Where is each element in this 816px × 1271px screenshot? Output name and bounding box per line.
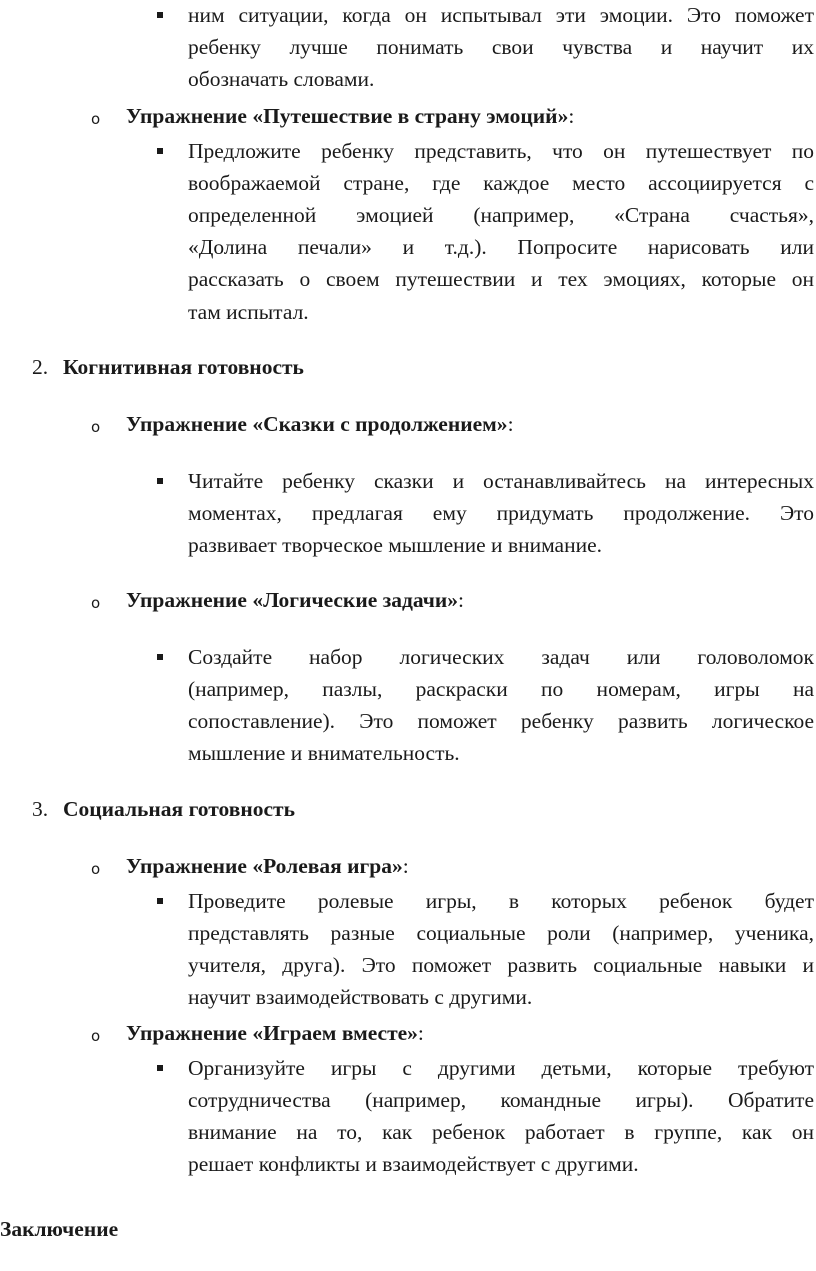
section-heading xyxy=(63,794,295,824)
exercise-colon: : xyxy=(458,588,465,612)
list-bullet-square xyxy=(157,12,163,18)
paragraph-line: воображаемой стране, где каждое место ассоциируется с xyxy=(188,171,814,195)
paragraph-line: внимание на то, как ребенок работает в группе, как он xyxy=(188,1120,814,1144)
paragraph-line: Проведите ролевые игры, в которых ребенок будет xyxy=(188,889,814,913)
paragraph-line: (например, пазлы, раскраски по номерам, игры на xyxy=(188,677,814,701)
section-title: Социальная готовность xyxy=(63,797,295,821)
paragraph-line: Предложите ребенку представить, что он путешествует по xyxy=(188,139,814,163)
list-marker-circle: o xyxy=(91,1027,101,1045)
paragraph-line: там испытал. xyxy=(188,300,309,324)
paragraph-line: обозначать словами. xyxy=(188,67,375,91)
paragraph-line: учителя, друга). Это поможет развить социальные навыки и xyxy=(188,953,814,977)
conclusion-heading xyxy=(0,1214,118,1244)
paragraph-line: Организуйте игры с другими детьми, которые требуют xyxy=(188,1056,814,1080)
paragraph-line: Создайте набор логических задач или головоломок xyxy=(188,645,814,669)
exercise-colon: : xyxy=(402,854,409,878)
section-title: Когнитивная готовность xyxy=(63,355,304,379)
section-number: 2. xyxy=(32,355,49,379)
list-bullet-square xyxy=(157,478,163,484)
exercise-title: Упражнение «Сказки с продолжением» xyxy=(126,412,508,436)
exercise-heading xyxy=(126,409,514,439)
paragraph-line: решает конфликты и взаимодействует с другими. xyxy=(188,1152,639,1176)
exercise-colon: : xyxy=(507,412,514,436)
section-number: 3. xyxy=(32,797,49,821)
exercise-colon: : xyxy=(568,104,575,128)
exercise-title: Упражнение «Ролевая игра» xyxy=(126,854,403,878)
paragraph-line: представлять разные социальные роли (например, ученика, xyxy=(188,921,814,945)
list-marker-circle: o xyxy=(91,860,101,878)
conclusion-title: Заключение xyxy=(0,1217,119,1241)
exercise-heading xyxy=(126,1018,424,1048)
list-bullet-square xyxy=(157,898,163,904)
paragraph-line: «Долина печали» и т.д.). Попросите нарисовать или xyxy=(188,235,814,259)
list-bullet-square xyxy=(157,1065,163,1071)
section-heading xyxy=(63,352,304,382)
list-marker-circle: o xyxy=(91,110,101,128)
paragraph-line: ним ситуации, когда он испытывал эти эмоции. Это поможет xyxy=(188,3,814,27)
exercise-title: Упражнение «Играем вместе» xyxy=(126,1021,418,1045)
exercise-heading xyxy=(126,851,409,881)
exercise-heading xyxy=(126,585,464,615)
exercise-colon: : xyxy=(417,1021,424,1045)
paragraph-line: рассказать о своем путешествии и тех эмоциях, которые он xyxy=(188,267,814,291)
paragraph-line: моментах, предлагая ему придумать продолжение. Это xyxy=(188,501,814,525)
list-marker-circle: o xyxy=(91,594,101,612)
paragraph-line: развивает творческое мышление и внимание. xyxy=(188,533,603,557)
exercise-heading xyxy=(126,101,574,131)
list-bullet-square xyxy=(157,654,163,660)
paragraph-line: научит взаимодействовать с другими. xyxy=(188,985,533,1009)
paragraph-line: мышление и внимательность. xyxy=(188,741,460,765)
list-bullet-square xyxy=(157,148,163,154)
exercise-title: Упражнение «Путешествие в страну эмоций» xyxy=(126,104,569,128)
paragraph-line: определенной эмоцией (например, «Страна счастья», xyxy=(188,203,814,227)
list-marker-circle: o xyxy=(91,418,101,436)
paragraph-line: Читайте ребенку сказки и останавливайтесь на интересных xyxy=(188,469,814,493)
paragraph-line: ребенку лучше понимать свои чувства и научит их xyxy=(188,35,814,59)
paragraph-line: сотрудничества (например, командные игры). Обратите xyxy=(188,1088,814,1112)
exercise-title: Упражнение «Логические задачи» xyxy=(126,588,459,612)
paragraph-line: сопоставление). Это поможет ребенку развить логическое xyxy=(188,709,814,733)
